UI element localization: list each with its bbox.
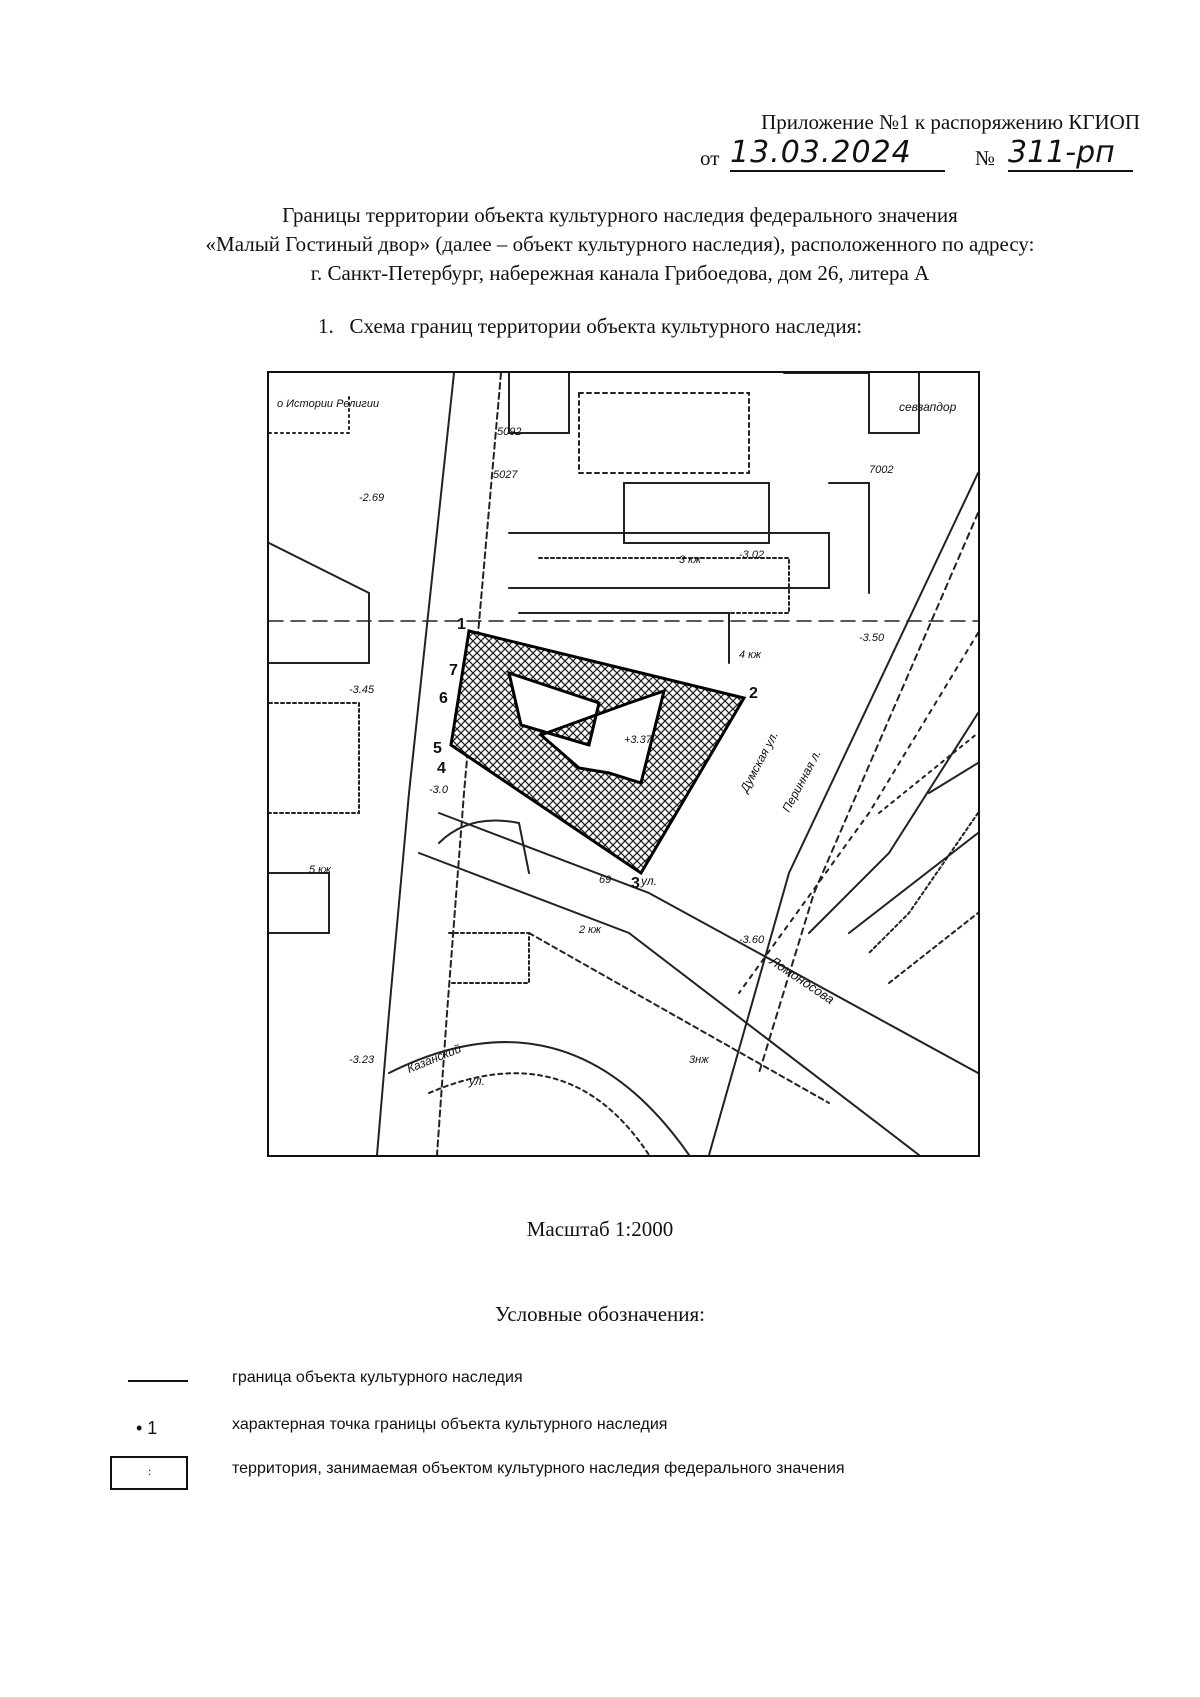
- point-1: 1: [457, 616, 466, 633]
- elev-5: -3.45: [349, 684, 375, 696]
- appendix-header: Приложение №1 к распоряжению КГИОП: [761, 110, 1140, 134]
- elev-7: -3.02: [739, 549, 765, 561]
- section-heading: [318, 314, 862, 339]
- boundary-line-symbol: [110, 1365, 190, 1399]
- legend-title: Условные обозначения:: [494, 1302, 706, 1326]
- elev-4: -3.60: [739, 934, 765, 946]
- point-symbol-label: • 1: [136, 1418, 158, 1438]
- legend-item-territory: [110, 1456, 1110, 1490]
- point-3: 3: [631, 875, 640, 892]
- map-label-sevzapdor: севзапдор: [899, 400, 957, 414]
- title-line-1: Границы территории объекта культурного наследия федерального значения: [282, 203, 958, 227]
- legend-item-point: [110, 1412, 1110, 1446]
- map-label-kazansky: Казанский: [404, 1041, 464, 1076]
- map-scale: Масштаб 1:2000: [526, 1217, 674, 1241]
- section-number: 1.: [318, 314, 334, 338]
- point-4: 4: [437, 760, 446, 777]
- territory-box-mark: :: [148, 1464, 152, 1478]
- order-number: 311-рп: [1008, 136, 1133, 172]
- number-label: №: [975, 146, 996, 170]
- map-drawing: [269, 373, 978, 1155]
- legend-text-point: характерная точка границы объекта культурного наследия: [232, 1416, 668, 1433]
- elev-1: -2.69: [359, 492, 385, 504]
- ref-2: 5027: [493, 469, 518, 481]
- elev-3: -3.0: [429, 784, 448, 796]
- point-5: 5: [433, 740, 442, 757]
- elev-2: +3.37: [624, 734, 652, 746]
- ref-1: 5092: [497, 426, 522, 438]
- section-label: Схема границ территории объекта культурного наследия:: [349, 314, 863, 338]
- map-label-lomonosova: Ломоносова: [767, 953, 838, 1007]
- elev-6: -3.23: [349, 1054, 375, 1066]
- legend-text-boundary: граница объекта культурного наследия: [232, 1369, 523, 1386]
- map-label-lomonosov-ul: ул.: [641, 874, 657, 888]
- floors-label-3n: 3нж: [689, 1054, 709, 1066]
- floors-label-4: 4 кж: [739, 649, 761, 661]
- point-2: 2: [749, 685, 758, 702]
- ref-3: 7002: [869, 464, 894, 476]
- map-label-duma: Думская ул.: [737, 728, 781, 795]
- heritage-territory: [451, 631, 744, 873]
- floors-label-5: 5 кж: [309, 864, 331, 876]
- map-label-kaz-ul: ул.: [469, 1074, 485, 1088]
- legend-text-territory: территория, занимаемая объектом культурного наследия федерального значения: [232, 1460, 845, 1477]
- floors-label-2: 2 кж: [579, 924, 601, 936]
- point-7: 7: [449, 662, 458, 679]
- legend-item-boundary: [110, 1365, 1110, 1399]
- point-6: 6: [439, 690, 448, 707]
- order-reference: [700, 135, 1140, 176]
- elev-9: 69: [599, 874, 612, 886]
- map-label-perinnaya: Перинная л.: [779, 747, 824, 815]
- elev-8: -3.50: [859, 632, 885, 644]
- title-line-2: «Малый Гостиный двор» (далее – объект культурного наследия), расположенного по адресу:: [205, 232, 1035, 256]
- map-label-museum: о Истории Религии: [277, 398, 380, 410]
- floors-label-3: 3 кж: [679, 554, 701, 566]
- territory-box-symbol: [110, 1456, 190, 1490]
- document-title: [60, 201, 1180, 288]
- boundary-point-symbol: [110, 1412, 190, 1446]
- order-date: 13.03.2024: [730, 136, 945, 172]
- title-line-3: г. Санкт-Петербург, набережная канала Грибоедова, дом 26, литера А: [310, 261, 930, 285]
- boundary-map: [267, 371, 980, 1157]
- date-label: от: [700, 146, 720, 170]
